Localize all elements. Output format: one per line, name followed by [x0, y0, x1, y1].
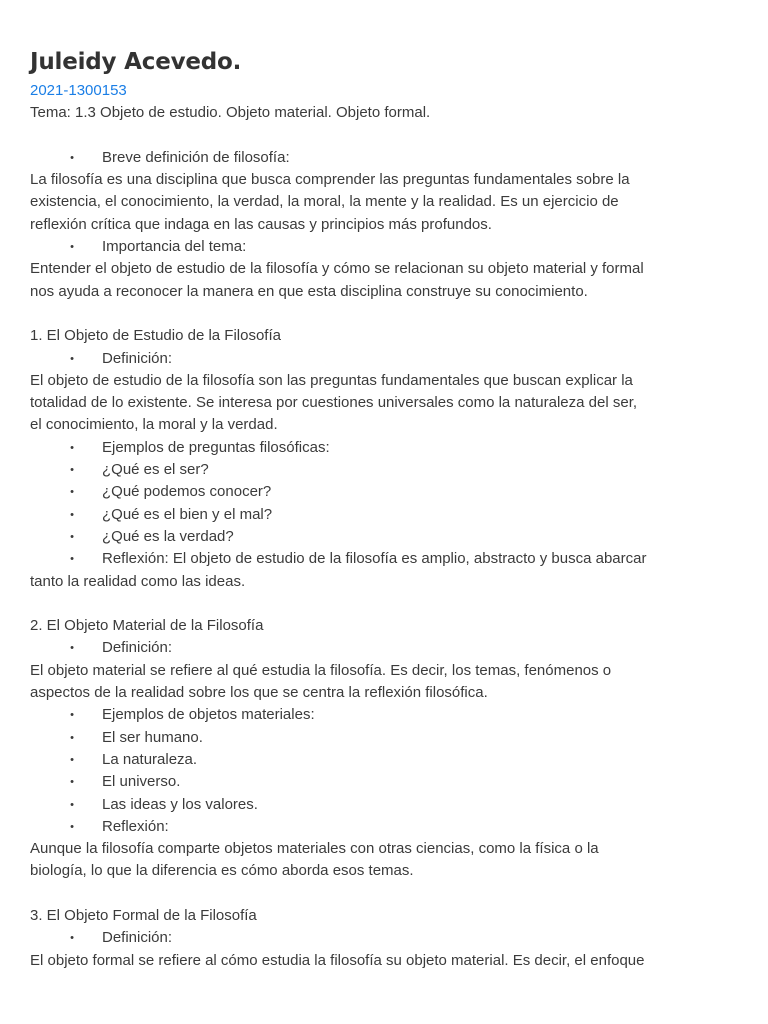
bullet-icon: • — [70, 241, 74, 254]
topic-line: Tema: 1.3 Objeto de estudio. Objeto material. Objeto formal. — [30, 104, 431, 122]
bullet-icon: • — [70, 553, 74, 566]
spacer — [30, 883, 740, 905]
section-heading: 1. El Objeto de Estudio de la Filosofía — [30, 327, 281, 345]
bullet-icon: • — [70, 798, 74, 811]
bullet-item — [30, 771, 740, 793]
definition-label: Definición: — [102, 929, 173, 947]
definition-label: Definición: — [102, 639, 173, 657]
bullet-item — [30, 459, 740, 481]
paragraph-line: tanto la realidad como las ideas. — [30, 572, 246, 590]
bullet-item — [30, 548, 740, 570]
section-heading: 3. El Objeto Formal de la Filosofía — [30, 906, 257, 924]
bullet-item — [30, 348, 740, 370]
bullet-icon: • — [70, 464, 74, 477]
intro-importance-label: Importancia del tema: — [102, 238, 247, 256]
bullet-icon: • — [70, 151, 74, 164]
spacer — [30, 593, 740, 615]
bullet-icon: • — [70, 932, 74, 945]
paragraph-line: El objeto material se refiere al qué estudia la filosofía. Es decir, los temas, fenómenos o — [30, 661, 612, 679]
example-question: ¿Qué es el ser? — [102, 461, 209, 479]
examples-label: Ejemplos de objetos materiales: — [102, 706, 315, 724]
paragraph-line: El objeto de estudio de la filosofía son las preguntas fundamentales que buscan explicar la — [30, 371, 633, 389]
author-name: Juleidy Acevedo. — [30, 49, 242, 75]
definition-label: Definición: — [102, 349, 173, 367]
reflection-label: Reflexión: — [102, 817, 169, 835]
bullet-icon: • — [70, 508, 74, 521]
bullet-item — [30, 637, 740, 659]
paragraph-line: totalidad de lo existente. Se interesa por cuestiones universales como la naturaleza del ser, — [30, 394, 638, 412]
bullet-item — [30, 794, 740, 816]
bullet-item — [30, 927, 740, 949]
bullet-item — [30, 727, 740, 749]
reflection-text: Reflexión: El objeto de estudio de la filosofía es amplio, abstracto y busca abarcar — [102, 550, 647, 568]
paragraph-line: La filosofía es una disciplina que busca comprender las preguntas fundamentales sobre la — [30, 171, 630, 189]
bullet-item — [30, 147, 740, 169]
example-item: Las ideas y los valores. — [102, 795, 258, 813]
example-item: La naturaleza. — [102, 750, 198, 768]
examples-label: Ejemplos de preguntas filosóficas: — [102, 438, 330, 456]
document-page — [30, 44, 740, 972]
paragraph-line: Entender el objeto de estudio de la filosofía y cómo se relacionan su objeto material y formal — [30, 260, 644, 278]
bullet-item — [30, 236, 740, 258]
bullet-icon: • — [70, 352, 74, 365]
bullet-icon: • — [70, 709, 74, 722]
bullet-item — [30, 749, 740, 771]
bullet-icon: • — [70, 530, 74, 543]
bullet-icon: • — [70, 820, 74, 833]
bullet-item — [30, 504, 740, 526]
paragraph-line: existencia, el conocimiento, la verdad, la moral, la mente y la realidad. Es un ejercicio de — [30, 193, 619, 211]
paragraph-line: biología, lo que la diferencia es cómo aborda esos temas. — [30, 862, 414, 880]
bullet-icon: • — [70, 486, 74, 499]
example-question: ¿Qué podemos conocer? — [102, 483, 272, 501]
example-item: El ser humano. — [102, 728, 203, 746]
spacer — [30, 303, 740, 325]
paragraph-line: aspectos de la realidad sobre los que se centra la reflexión filosófica. — [30, 684, 488, 702]
spacer — [30, 125, 740, 147]
student-id: 2021-1300153 — [30, 82, 127, 99]
paragraph-line: nos ayuda a reconocer la manera en que esta disciplina construye su conocimiento. — [30, 282, 588, 300]
bullet-item — [30, 481, 740, 503]
bullet-item — [30, 526, 740, 548]
bullet-icon: • — [70, 753, 74, 766]
example-item: El universo. — [102, 773, 181, 791]
bullet-item — [30, 437, 740, 459]
bullet-icon: • — [70, 776, 74, 789]
paragraph-line: Aunque la filosofía comparte objetos materiales con otras ciencias, como la física o la — [30, 840, 599, 858]
example-question: ¿Qué es la verdad? — [102, 527, 234, 545]
bullet-icon: • — [70, 731, 74, 744]
section-heading: 2. El Objeto Material de la Filosofía — [30, 617, 264, 635]
bullet-icon: • — [70, 441, 74, 454]
paragraph-line: El objeto formal se refiere al cómo estudia la filosofía su objeto material. Es decir, el enfoque — [30, 951, 645, 969]
paragraph-line: el conocimiento, la moral y la verdad. — [30, 416, 278, 434]
intro-definition-label: Breve definición de filosofía: — [102, 148, 290, 166]
bullet-item — [30, 816, 740, 838]
paragraph-line: reflexión crítica que indaga en las causas y principios más profundos. — [30, 215, 492, 233]
bullet-icon: • — [70, 642, 74, 655]
bullet-item — [30, 704, 740, 726]
example-question: ¿Qué es el bien y el mal? — [102, 505, 273, 523]
